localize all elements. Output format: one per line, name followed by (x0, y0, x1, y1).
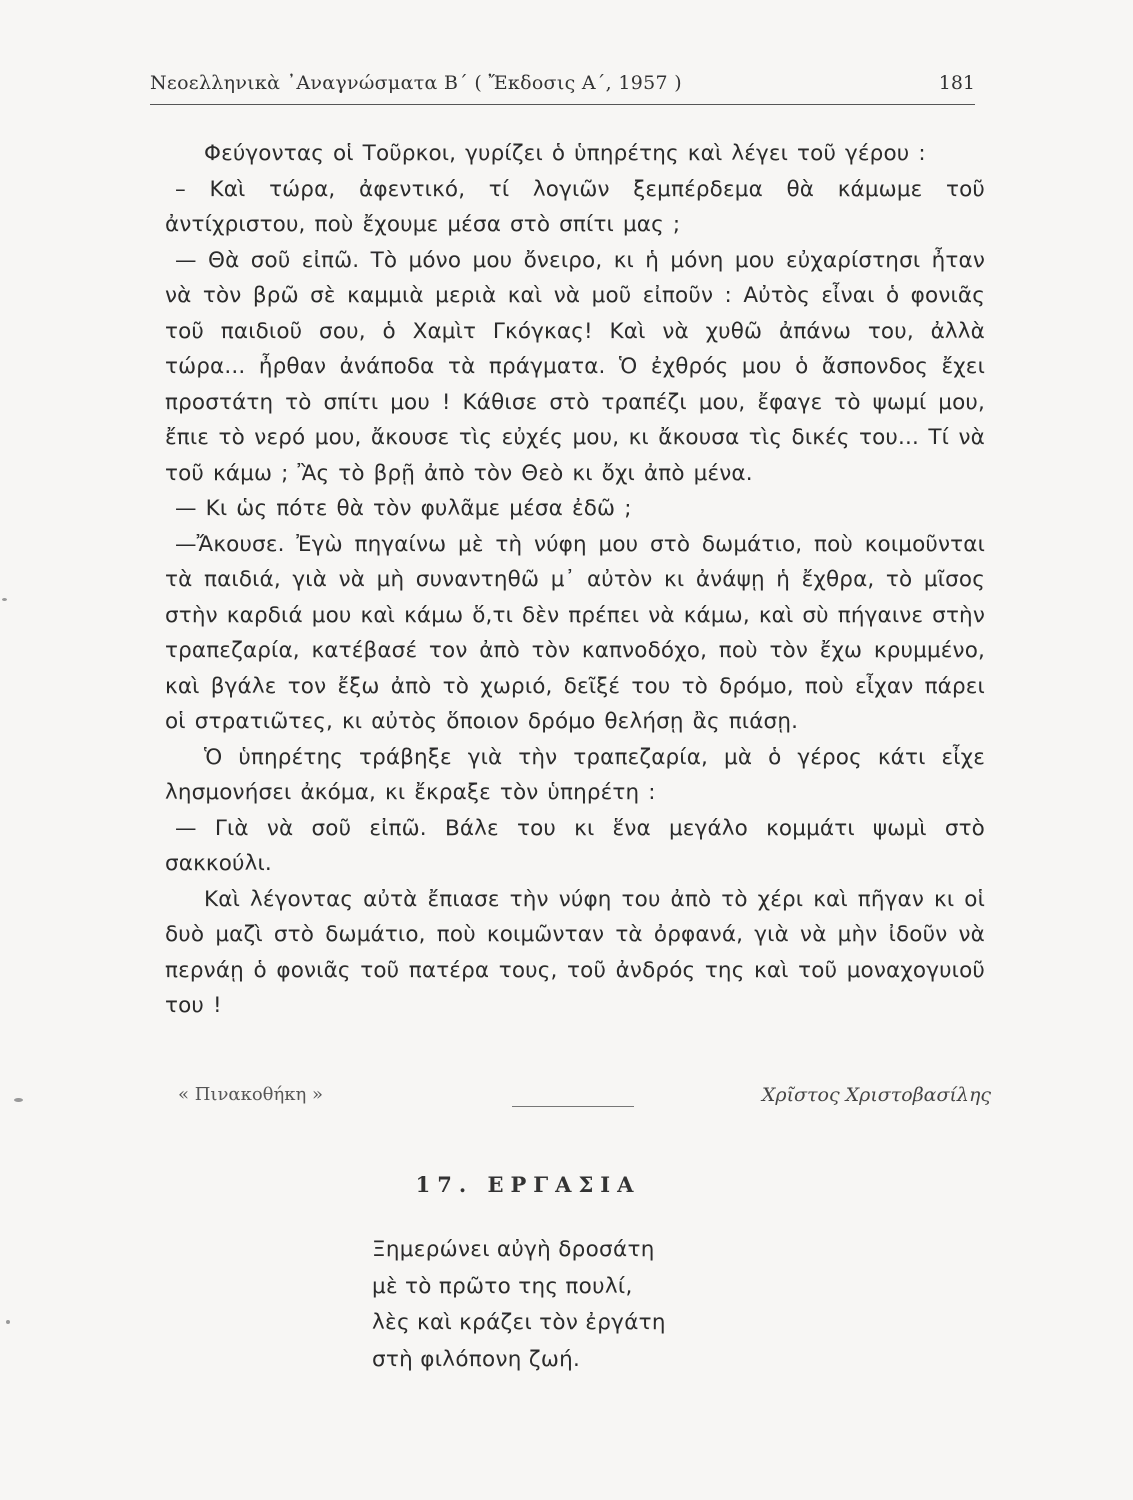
story-text (165, 136, 985, 1024)
source-title: « Πινακοθήκη » (178, 1084, 324, 1105)
dialogue-paragraph: —Ἄκουσε. Ἐγὼ πηγαίνω μὲ τὴ νύφη μου στὸ δωμάτιο, ποὺ κοιμοῦνται τὰ παιδιά, γιὰ νὰ μὴ συναντηθῶ μ᾿ αὐτὸν κι ἀνάψῃ ἡ ἔχθρα, τὸ μῖσος στὴν καρδιά μου καὶ κάμω ὅ,τι δὲν πρέπει νὰ κάμω, καὶ σὺ πήγαινε στὴν τραπεζαρία, κατέβασέ τον ἀπὸ τὸν καπνοδόχο, ποὺ τὸν ἔχω κρυμμένο, καὶ βγάλε τον ἔξω ἀπὸ τὸ χωριό, δεῖξέ του τὸ δρόμο, ποὺ εἶχαν πάρει οἱ στρατιῶτες, κι αὐτὸς ὅποιον δρόμο θελήσῃ ἂς πιάσῃ. (165, 531, 985, 734)
page-number: 181 (938, 72, 975, 94)
scan-speck (6, 1320, 10, 1324)
poem-line: στὴ φιλόπονη ζωή. (372, 1346, 581, 1372)
section-heading: 17. ΕΡΓΑΣΙΑ (415, 1172, 641, 1197)
poem-line: Ξημερώνει αὐγὴ δροσάτη (372, 1237, 655, 1262)
scan-speck (2, 598, 7, 601)
dialogue-paragraph: — Γιὰ νὰ σοῦ εἰπῶ. Βάλε του κι ἕνα μεγάλο κομμάτι ψωμὶ στὸ σακκούλι. (165, 815, 985, 876)
poem-line: μὲ τὸ πρῶτο της πουλί, (372, 1273, 633, 1299)
dialogue-paragraph: – Καὶ τώρα, ἀφεντικό, τί λογιῶν ξεμπέρδεμα θὰ κάμωμε τοῦ ἀντίχριστου, ποὺ ἔχουμε μέσα στὸ σπίτι μας ; (165, 176, 985, 237)
running-header-title: Νεοελληνικὰ ᾿Αναγνώσματα Β΄ ( Ἔκδοσις Α΄, 1957 ) (150, 72, 682, 94)
separator-rule (512, 1106, 634, 1107)
running-header (150, 70, 975, 105)
dialogue-paragraph: — Κι ὡς πότε θὰ τὸν φυλᾶμε μέσα ἐδῶ ; (175, 496, 632, 521)
attribution-line (0, 1082, 1133, 1112)
paragraph: Ὁ ὑπηρέτης τράβηξε γιὰ τὴν τραπεζαρία, μὰ ὁ γέρος κάτι εἶχε λησμονήσει ἀκόμα, κι ἔκραξε τὸν ὑπηρέτη : (165, 744, 985, 805)
poem-line: λὲς καὶ κράζει τὸν ἐργάτη (372, 1310, 666, 1335)
author-name: Χρῖστος Χριστοβασίλης (761, 1084, 991, 1106)
dialogue-paragraph: — Θὰ σοῦ εἰπῶ. Τὸ μόνο μου ὄνειρο, κι ἡ μόνη μου εὐχαρίστησι ἦταν νὰ τὸν βρῶ σὲ καμμιὰ μεριὰ καὶ νὰ μοῦ εἰποῦν : Αὐτὸς εἶναι ὁ φονιᾶς τοῦ παιδιοῦ σου, ὁ Χαμὶτ Γκόγκας! Καὶ νὰ χυθῶ ἀπάνω του, ἀλλὰ τώρα... ἦρθαν ἀνάποδα τὰ πράγματα. Ὁ ἐχθρός μου ὁ ἄσπονδος ἔχει προστάτη τὸ σπίτι μου ! Κάθισε στὸ τραπέζι μου, ἔφαγε τὸ ψωμί μου, ἔπιε τὸ νερό μου, ἄκουσε τὶς εὐχές μου, κι ἄκουσα τὶς δικές του... Τί νὰ τοῦ κάμω ; Ἂς τὸ βρῇ ἀπὸ τὸν Θεὸ κι ὄχι ἀπὸ μένα. (165, 247, 985, 486)
poem (372, 1232, 666, 1378)
paragraph: Φεύγοντας οἱ Τοῦρκοι, γυρίζει ὁ ὑπηρέτης καὶ λέγει τοῦ γέρου : (204, 141, 926, 166)
scan-speck (14, 1098, 23, 1102)
paragraph: Καὶ λέγοντας αὐτὰ ἔπιασε τὴν νύφη του ἀπὸ τὸ χέρι καὶ πῆγαν κι οἱ δυὸ μαζὶ στὸ δωμάτιο, ποὺ κοιμῶνταν τὰ ὀρφανά, γιὰ νὰ μὴν ἰδοῦν νὰ περνάῃ ὁ φονιᾶς τοῦ πατέρα τους, τοῦ ἀνδρός της καὶ τοῦ μοναχογυιοῦ του ! (165, 886, 985, 1018)
